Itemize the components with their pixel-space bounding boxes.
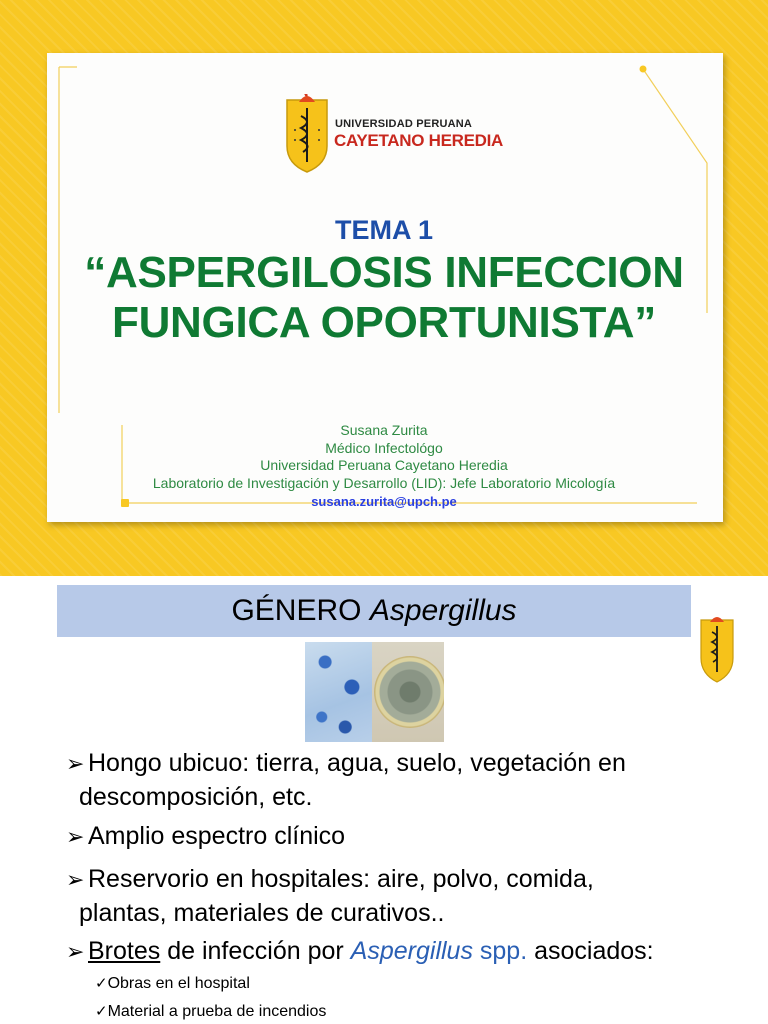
bullet-text: de infección por <box>160 937 351 965</box>
bullet-arrow-icon: ➢ <box>66 824 85 849</box>
slide-title-line-1: “ASPERGILOSIS INFECCION <box>84 248 684 297</box>
university-shield-logo-small <box>699 614 735 684</box>
slide-title-line-2: FUNGICA OPORTUNISTA” <box>112 298 656 347</box>
checkmark-icon: ✓ <box>95 1003 108 1020</box>
bullet-text-end: asociados: <box>527 937 654 965</box>
fungal-colony <box>374 656 444 728</box>
culture-plate-image <box>372 642 444 742</box>
bullet-genus: Aspergillus <box>350 937 473 965</box>
heading-plain: GÉNERO <box>231 594 370 627</box>
content-slide <box>0 576 768 1024</box>
bullet-text-continued: descomposición, etc. <box>79 783 313 811</box>
university-shield-logo <box>285 94 329 174</box>
author-role: Médico Infectológo <box>325 440 443 456</box>
bullet-arrow-icon: ➢ <box>66 751 85 776</box>
list-item <box>66 937 654 966</box>
topic-number: TEMA 1 <box>334 215 433 245</box>
bullet-arrow-icon: ➢ <box>66 939 85 964</box>
list-item <box>66 865 594 894</box>
bullet-text: Hongo ubicuo: tierra, agua, suelo, vegetación en <box>88 749 626 777</box>
university-name-bottom: CAYETANO HEREDIA <box>334 131 504 150</box>
author-name: Susana Zurita <box>340 422 428 438</box>
university-name-top: UNIVERSIDAD PERUANA <box>335 118 473 130</box>
bullet-text: Reservorio en hospitales: aire, polvo, comida, <box>88 865 594 893</box>
bullet-text: Amplio espectro clínico <box>88 822 346 850</box>
bullet-arrow-icon: ➢ <box>66 867 85 892</box>
sub-item-text: Material a prueba de incendios <box>107 1003 327 1020</box>
header-band <box>57 585 691 637</box>
author-email-link[interactable]: susana.zurita@upch.pe <box>311 494 457 509</box>
sub-list-item <box>95 1002 326 1021</box>
microscopy-image-conidiophores <box>305 642 372 742</box>
sub-item-text: Obras en el hospital <box>107 975 250 992</box>
author-lab: Laboratorio de Investigación y Desarrollo (LID): Jefe Laboratorio Micología <box>152 475 616 491</box>
heading-genus: Aspergillus <box>369 594 517 627</box>
slide-heading <box>57 585 691 637</box>
list-item <box>66 749 626 778</box>
bullet-spp: spp. <box>472 937 528 965</box>
author-university: Universidad Peruana Cayetano Heredia <box>260 457 508 473</box>
sub-list-item <box>95 974 250 993</box>
list-item <box>66 822 345 851</box>
checkmark-icon: ✓ <box>95 975 108 992</box>
bullet-text-continued: plantas, materiales de curativos.. <box>79 899 445 927</box>
bullet-underlined-word: Brotes <box>88 937 161 965</box>
